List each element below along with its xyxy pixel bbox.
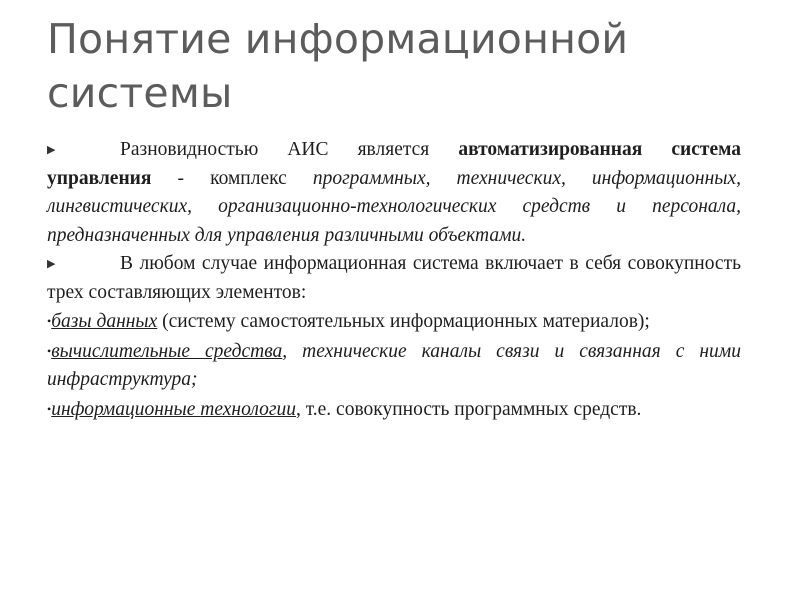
technologies-term-part1: информационные xyxy=(51,398,201,420)
ais-dash: - комплекс xyxy=(151,167,313,189)
arrow-bullet-icon: ▶ xyxy=(47,257,56,270)
components-text: В любом случае информационная система включает в себя совокупность трех составляющих элементов: xyxy=(47,253,741,303)
list-item-technologies xyxy=(47,395,741,425)
databases-term-part1: базы xyxy=(51,311,97,332)
technologies-term-part2: технологии xyxy=(200,398,296,420)
computing-description: , технические каналы связи и связанная с ними инфраструктура; xyxy=(47,340,741,390)
list-item-databases xyxy=(47,307,741,337)
ais-text-intro: Разновидностью АИС является xyxy=(120,139,459,160)
technologies-description: , т.е. совокупность программных средств. xyxy=(295,398,642,420)
databases-term-part2: данных xyxy=(96,311,158,332)
list-item-computing xyxy=(47,337,741,395)
slide-title: Понятие информационной системы xyxy=(47,15,629,117)
computing-term: вычислительные средства xyxy=(51,340,283,362)
paragraph-ais xyxy=(47,136,741,250)
dot-bullet-icon: • xyxy=(47,343,52,358)
paragraph-components xyxy=(47,250,741,307)
databases-description: (систему самостоятельных информационных материалов); xyxy=(157,311,650,332)
dot-bullet-icon: • xyxy=(47,401,52,416)
ais-term: автоматизированная система управления xyxy=(47,139,741,189)
arrow-bullet-icon: ▶ xyxy=(47,143,56,156)
ais-definition: программных, технических, информационных, лингвистических, организационно-технологических средств и персонала, предназначенных для управления различными объектами. xyxy=(47,167,741,246)
dot-bullet-icon: • xyxy=(47,314,52,328)
slide-body xyxy=(47,136,741,424)
